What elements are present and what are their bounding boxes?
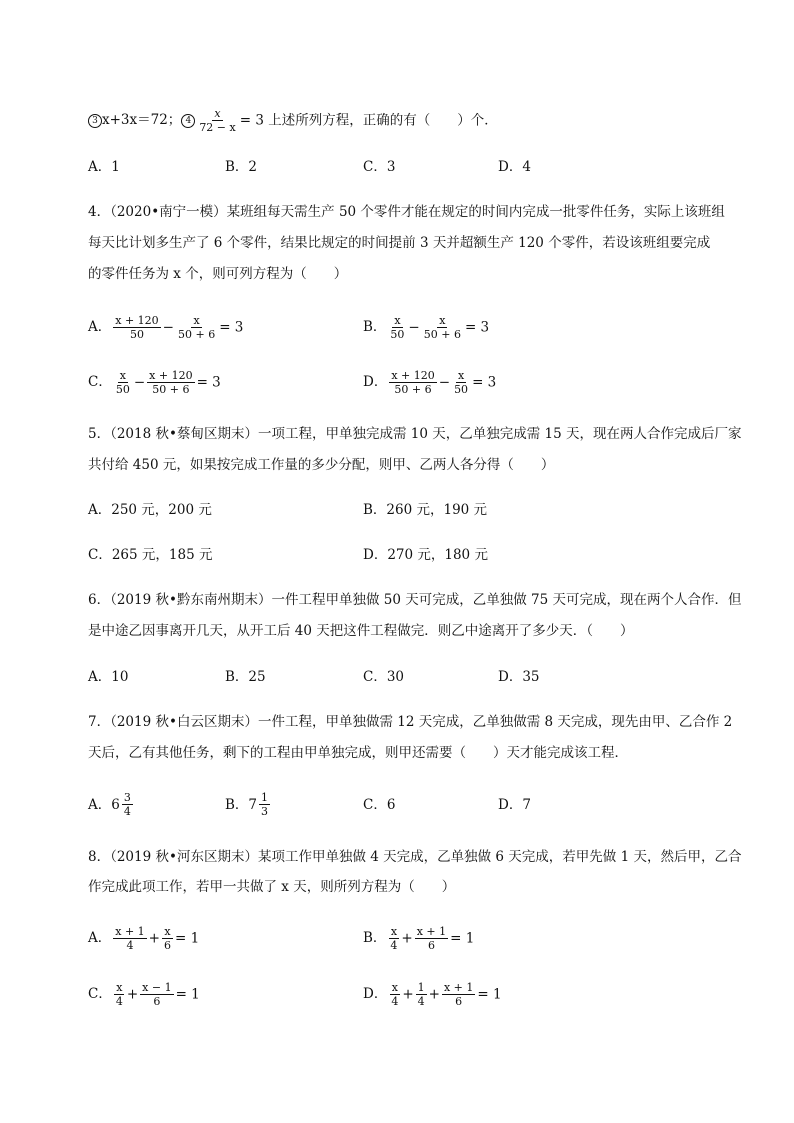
q8-option-c: C． $\frac{x}{4}$ + $\frac{x - 1}{6}$ = 1: [88, 981, 200, 1008]
q3-equation-3: x+3x＝72；: [102, 112, 182, 128]
q8-option-d: D． $\frac{x}{4}$ + $\frac{1}{4}$ + $\frac{x + 1}{6}$ = 1: [363, 981, 502, 1008]
q8-option-b: B． $\frac{x}{4}$ + $\frac{x + 1}{6}$ = 1: [363, 925, 475, 952]
circle-4-marker: 4: [181, 114, 195, 128]
q3-option-b: B．2: [225, 159, 258, 175]
q4-option-a: A． $\frac{x + 120}{50}$ − $\frac{x}{50 + 6}$ = 3: [88, 314, 244, 341]
q5-option-d: D．270 元，180 元: [363, 547, 488, 563]
q7-stem-line-2: 天后，乙有其他任务，剩下的工程由甲单独完成，则甲还需要（ ）天才能完成该工程．: [88, 745, 628, 761]
q7-option-d: D．7: [498, 797, 531, 813]
q7-option-a: A． 6 $\frac{3}{4}$: [88, 791, 131, 818]
q7-stem-line-1: 7．（2019 秋•白云区期末）一件工程，甲单独做需 12 天完成，乙单独做需 8 天完成，现先由甲、乙合作 2: [88, 714, 733, 730]
q5-stem-line-2: 共付给 450 元，如果按完成工作量的多少分配，则甲、乙两人各分得（ ）: [88, 457, 555, 473]
q6-stem-line-1: 6．（2019 秋•黔东南州期末）一件工程甲单独做 50 天可完成，乙单独做 75 天可完成，现在两个人合作．但: [88, 592, 742, 608]
q6-option-a: A．10: [88, 669, 129, 685]
q7-option-b: B． 7 $\frac{1}{3}$: [225, 791, 269, 818]
q3-option-c: C．3: [363, 159, 396, 175]
q4-stem-line-3: 的零件任务为 x 个，则可列方程为（ ）: [88, 266, 348, 282]
q6-option-b: B．25: [225, 669, 266, 685]
q5-option-b: B．260 元，190 元: [363, 502, 488, 518]
q5-stem-line-1: 5．（2018 秋•蔡甸区期末）一项工程，甲单独完成需 10 天，乙单独完成需 15 天，现在两人合作完成后厂家: [88, 426, 742, 442]
q8-option-a: A． $\frac{x + 1}{4}$ + $\frac{x}{6}$ = 1: [88, 925, 200, 952]
q8-stem-line-1: 8．（2019 秋•河东区期末）某项工作甲单独做 4 天完成，乙单独做 6 天完成，若甲先做 1 天，然后甲，乙合: [88, 849, 742, 865]
q3-fraction: $\frac{x}{72 - x}$: [199, 107, 236, 134]
q3-option-a: A．1: [88, 159, 120, 175]
q5-option-c: C．265 元，185 元: [88, 547, 213, 563]
q4-option-d: D． $\frac{x + 120}{50 + 6}$ − $\frac{x}{50}$ = 3: [363, 369, 497, 396]
q3-option-d: D．4: [498, 159, 531, 175]
q6-stem-line-2: 是中途乙因事离开几天，从开工后 40 天把这件工程做完．则乙中途离开了多少天．（ ）: [88, 623, 634, 639]
q3-equation-4-rest: = 3 上述所列方程，正确的有（ ）个．: [239, 112, 498, 129]
q4-option-c: C． $\frac{x}{50}$ − $\frac{x + 120}{50 + 6}$ = 3: [88, 369, 221, 396]
q6-option-d: D．35: [498, 669, 540, 685]
q3-equations-line: [88, 107, 498, 134]
circle-3-marker: 3: [88, 114, 102, 128]
q4-option-b: B． $\frac{x}{50}$ − $\frac{x}{50 + 6}$ = 3: [363, 314, 490, 341]
q4-stem-line-1: 4．（2020•南宁一模）某班组每天需生产 50 个零件才能在规定的时间内完成一批零件任务，实际上该班组: [88, 204, 725, 220]
q7-option-c: C．6: [363, 797, 396, 813]
q4-stem-line-2: 每天比计划多生产了 6 个零件，结果比规定的时间提前 3 天并超额生产 120 个零件，若设该班组要完成: [88, 235, 711, 251]
q8-stem-line-2: 作完成此项工作，若甲一共做了 x 天，则所列方程为（ ）: [88, 879, 456, 895]
q6-option-c: C．30: [363, 669, 405, 685]
q5-option-a: A．250 元，200 元: [88, 502, 212, 518]
